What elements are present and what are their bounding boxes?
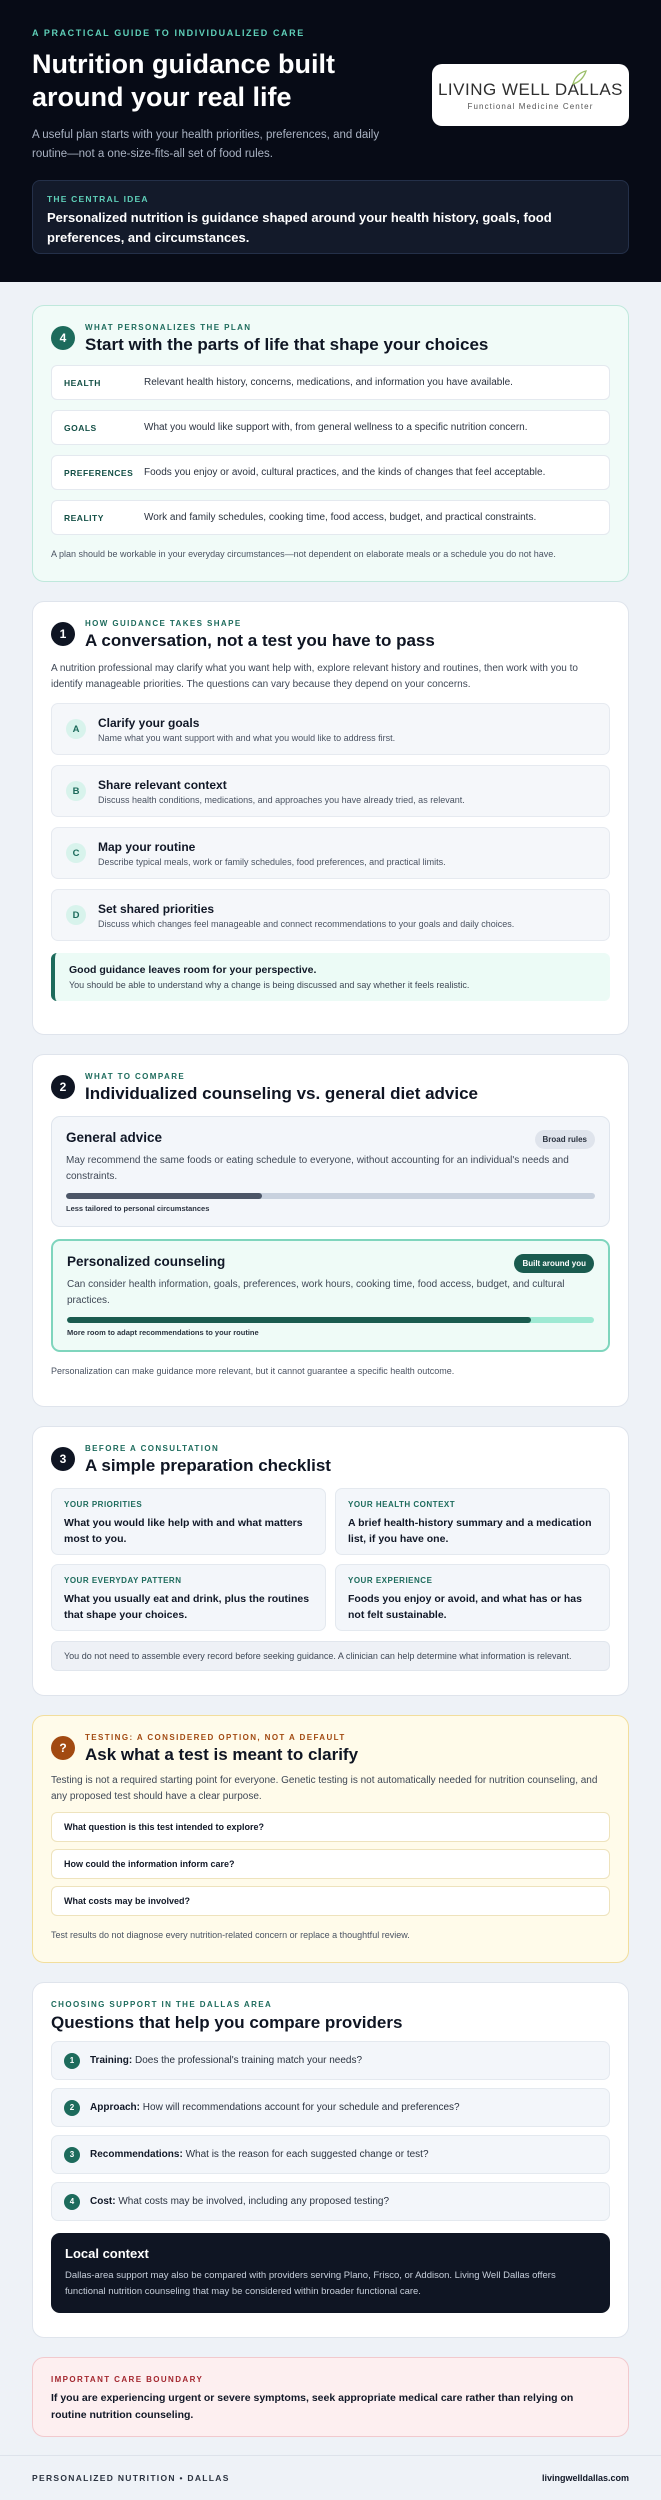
testing-note: Test results do not diagnose every nutrition-related concern or replace a thoughtful review. — [51, 1930, 410, 1940]
provider-question-number: 1 — [64, 2053, 80, 2069]
logo — [432, 64, 629, 126]
conversation-card — [32, 601, 629, 1035]
testing-question: How could the information inform care? — [51, 1849, 610, 1879]
provider-question-text: How will recommendations account for your schedule and preferences? — [142, 2102, 460, 2113]
provider-question-text: Does the professional's training match your needs? — [135, 2055, 363, 2066]
testing-intro: Testing is not a required starting point for everyone. Genetic testing is not automatically needed for nutrition counseling, and any proposed test should have a clear purpose. — [51, 1775, 598, 1802]
factor-key: HEALTH — [64, 377, 101, 388]
compare-note: Personalization can make guidance more relevant, but it cannot guarantee a specific health outcome. — [51, 1366, 455, 1376]
section-eyebrow: HOW GUIDANCE TAKES SHAPE — [85, 619, 242, 628]
callout-title: Good guidance leaves room for your perspective. — [69, 964, 317, 976]
step-item — [51, 827, 610, 879]
checklist-note: You do not need to assemble every record before seeking guidance. A clinician can help determine what information is relevant. — [51, 1641, 610, 1671]
section-eyebrow: WHAT PERSONALIZES THE PLAN — [85, 323, 252, 332]
care-boundary-text: If you are experiencing urgent or severe symptoms, seek appropriate medical care rather than relying on routine nutrition counseling. — [51, 2392, 574, 2421]
section-number-badge: 1 — [51, 622, 75, 646]
section-title: Ask what a test is meant to clarify — [85, 1745, 359, 1764]
logo-main-text: LIVING WELL DALLAS — [437, 79, 624, 99]
provider-question-number: 2 — [64, 2100, 80, 2116]
section-title: Questions that help you compare providers — [51, 2013, 403, 2032]
footer-website-link[interactable]: livingwelldallas.com — [541, 2473, 629, 2483]
leaf-icon — [571, 70, 587, 86]
factor-value: Foods you enjoy or avoid, cultural practices, and the kinds of changes that feel acceptable. — [144, 467, 546, 478]
page-title: Nutrition guidance built around your real life — [32, 49, 335, 112]
section-eyebrow: WHAT TO COMPARE — [85, 1072, 186, 1081]
conversation-intro: A nutrition professional may clarify what you want help with, explore relevant history and routines, then work with you to identify manageable priorities. The questions can vary because they depend on your concerns. — [51, 663, 578, 690]
central-idea-eyebrow: THE CENTRAL IDEA — [47, 194, 149, 204]
hero-lede: A useful plan starts with your health priorities, preferences, and daily routine—not a one-size-fits-all set of food rules. — [32, 129, 380, 160]
step-title: Share relevant context — [98, 777, 227, 792]
step-letter-badge: A — [66, 719, 86, 739]
checklist-tile — [335, 1488, 610, 1555]
central-idea-box — [32, 180, 629, 254]
section-number-badge: 4 — [51, 326, 75, 350]
hero-section — [0, 0, 661, 282]
provider-question-number: 4 — [64, 2194, 80, 2210]
local-context-title: Local context — [65, 2246, 149, 2261]
provider-question-number: 3 — [64, 2147, 80, 2163]
built-around-you-badge: Built around you — [514, 1254, 594, 1273]
checklist-tile — [335, 1564, 610, 1631]
section-title: Start with the parts of life that shape your choices — [85, 335, 489, 354]
compare-card — [32, 1054, 629, 1407]
central-idea-text: Personalized nutrition is guidance shaped around your health history, goals, food preferences, and circumstances. — [47, 210, 552, 245]
step-item — [51, 703, 610, 755]
tailoring-bar — [67, 1317, 594, 1323]
logo-subtitle: Functional Medicine Center — [467, 101, 594, 111]
step-item — [51, 765, 610, 817]
tile-key: YOUR HEALTH CONTEXT — [348, 1500, 456, 1509]
provider-question — [51, 2182, 610, 2221]
provider-question-label: Approach: — [90, 2102, 140, 2113]
callout-desc: You should be able to understand why a change is being discussed and say whether it feels realistic. — [69, 980, 470, 990]
care-boundary-card — [32, 2357, 629, 2437]
provider-question — [51, 2041, 610, 2080]
section-number-badge: 2 — [51, 1075, 75, 1099]
factor-key: PREFERENCES — [64, 467, 134, 478]
personalized-counseling-desc: Can consider health information, goals, preferences, work hours, cooking time, food access, budget, and cultural practices. — [67, 1279, 565, 1306]
checklist-card — [32, 1426, 629, 1696]
factor-row — [51, 500, 610, 535]
tile-key: YOUR EVERYDAY PATTERN — [64, 1576, 182, 1585]
tile-key: YOUR PRIORITIES — [64, 1500, 143, 1509]
step-desc: Discuss health conditions, medications, and approaches you have already tried, as relevant. — [98, 794, 465, 805]
provider-question-label: Cost: — [90, 2196, 116, 2207]
step-letter-badge: B — [66, 781, 86, 801]
step-title: Clarify your goals — [98, 715, 200, 730]
provider-question-text: What is the reason for each suggested change or test? — [185, 2149, 429, 2160]
step-desc: Describe typical meals, work or family schedules, food preferences, and practical limits. — [98, 856, 446, 867]
section-eyebrow: CHOOSING SUPPORT IN THE DALLAS AREA — [51, 2000, 273, 2009]
testing-question: What question is this test intended to explore? — [51, 1812, 610, 1842]
tailoring-bar-fill — [67, 1317, 531, 1323]
step-desc: Name what you want support with and what you would like to address first. — [98, 732, 396, 743]
provider-question-text: What costs may be involved, including any proposed testing? — [118, 2196, 390, 2207]
local-context-desc: Dallas-area support may also be compared with providers serving Plano, Frisco, or Addison. Living Well Dallas offers functional nutrition counseling that may be considered within broader functional care. — [65, 2270, 556, 2297]
section-eyebrow: TESTING: A CONSIDERED OPTION, NOT A DEFAULT — [85, 1733, 346, 1742]
footer-tagline: PERSONALIZED NUTRITION • DALLAS — [32, 2473, 230, 2483]
step-title: Set shared priorities — [98, 901, 215, 916]
section-number-badge: 3 — [51, 1447, 75, 1471]
provider-question — [51, 2135, 610, 2174]
tile-value: A brief health-history summary and a medication list, if you have one. — [348, 1517, 592, 1545]
question-mark-icon: ? — [51, 1736, 75, 1760]
factors-card — [32, 305, 629, 582]
local-context-box — [51, 2233, 610, 2313]
provider-question-label: Recommendations: — [90, 2149, 183, 2160]
factor-row — [51, 455, 610, 490]
factors-note: A plan should be workable in your everyday circumstances—not dependent on elaborate meals or a schedule you do not have. — [51, 549, 556, 559]
factor-row — [51, 410, 610, 445]
general-advice-title: General advice — [66, 1130, 163, 1145]
personalized-counseling-title: Personalized counseling — [67, 1254, 226, 1269]
provider-question-label: Training: — [90, 2055, 133, 2066]
tile-value: What you usually eat and drink, plus the routines that shape your choices. — [64, 1593, 310, 1621]
logo-wordmark — [438, 80, 623, 100]
care-boundary-eyebrow: IMPORTANT CARE BOUNDARY — [51, 2375, 204, 2384]
section-title: A conversation, not a test you have to pass — [85, 631, 435, 650]
section-title: A simple preparation checklist — [85, 1456, 331, 1475]
step-letter-badge: C — [66, 843, 86, 863]
factor-key: GOALS — [64, 422, 97, 433]
tailoring-caption: Less tailored to personal circumstances — [66, 1204, 210, 1213]
factor-row — [51, 365, 610, 400]
tile-key: YOUR EXPERIENCE — [348, 1576, 433, 1585]
checklist-tile — [51, 1488, 326, 1555]
testing-question: What costs may be involved? — [51, 1886, 610, 1916]
broad-rules-badge: Broad rules — [535, 1130, 595, 1149]
tile-value: Foods you enjoy or avoid, and what has or has not felt sustainable. — [348, 1593, 582, 1621]
step-title: Map your routine — [98, 839, 196, 854]
personalized-counseling-panel — [51, 1239, 610, 1352]
general-advice-desc: May recommend the same foods or eating schedule to everyone, without accounting for an individual's needs and constraints. — [66, 1155, 569, 1182]
tailoring-bar — [66, 1193, 595, 1199]
checklist-tile — [51, 1564, 326, 1631]
tailoring-caption: More room to adapt recommendations to your routine — [67, 1328, 259, 1337]
section-title: Individualized counseling vs. general diet advice — [85, 1084, 479, 1103]
hero-eyebrow: A PRACTICAL GUIDE TO INDIVIDUALIZED CARE — [32, 28, 305, 38]
tailoring-bar-fill — [66, 1193, 262, 1199]
section-eyebrow: BEFORE A CONSULTATION — [85, 1444, 220, 1453]
factor-value: What you would like support with, from general wellness to a specific nutrition concern. — [144, 422, 528, 433]
factor-value: Relevant health history, concerns, medications, and information you have available. — [144, 377, 513, 388]
step-desc: Discuss which changes feel manageable and connect recommendations to your goals and daily choices. — [98, 918, 515, 929]
step-item — [51, 889, 610, 941]
factor-key: REALITY — [64, 512, 104, 523]
tile-value: What you would like help with and what matters most to you. — [64, 1517, 303, 1545]
perspective-callout — [51, 953, 610, 1001]
general-advice-panel — [51, 1116, 610, 1227]
factor-value: Work and family schedules, cooking time, food access, budget, and practical constraints. — [144, 512, 537, 523]
footer — [0, 2455, 661, 2500]
testing-card — [32, 1715, 629, 1963]
provider-question — [51, 2088, 610, 2127]
step-letter-badge: D — [66, 905, 86, 925]
providers-card — [32, 1982, 629, 2338]
